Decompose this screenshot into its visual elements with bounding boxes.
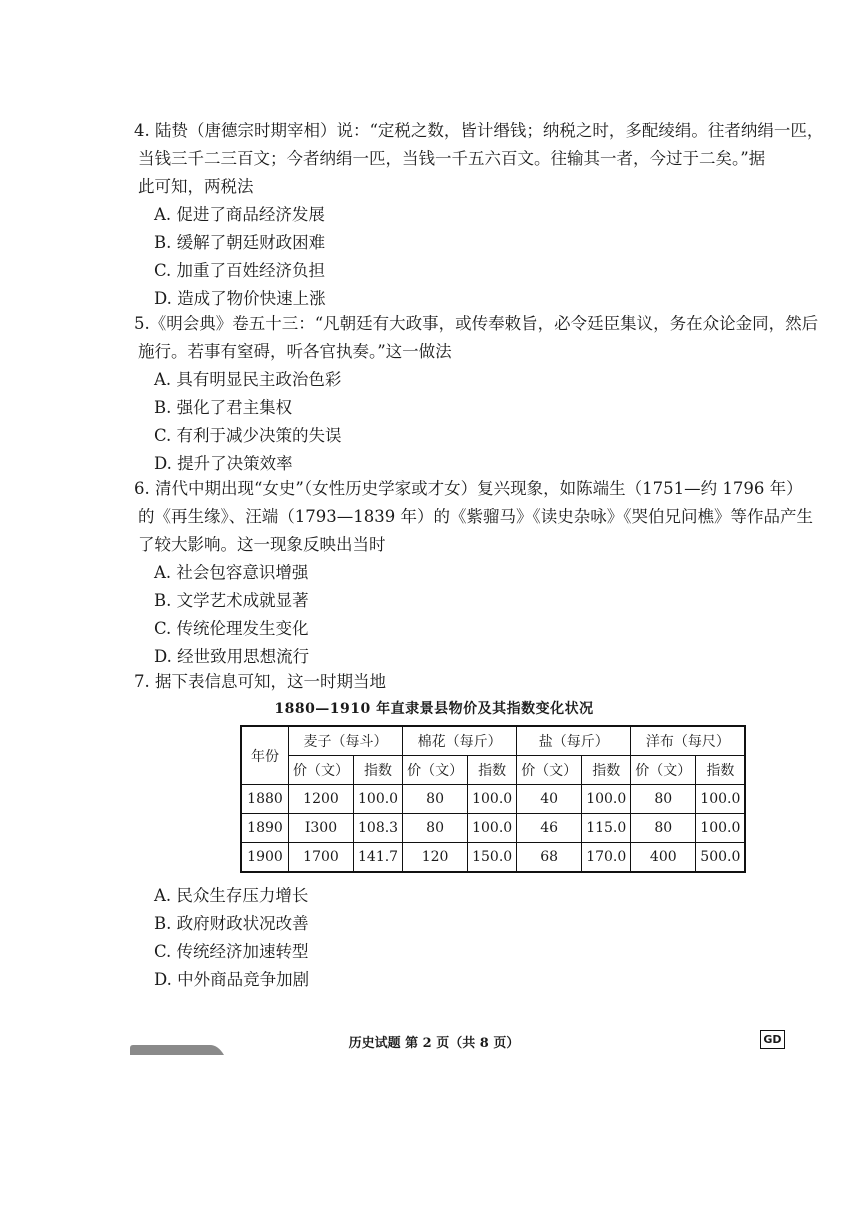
table-cell: 115.0 [582, 814, 631, 843]
option-d[interactable]: D. 中外商品竞争加剧 [154, 970, 310, 989]
option-a[interactable]: A. 具有明显民主政治色彩 [154, 370, 342, 389]
price-subheader: 价（文） [517, 756, 582, 785]
table-cell: 500.0 [696, 843, 746, 873]
table-subheader-row [241, 756, 745, 785]
question-stem-line: 当钱三千二三百文；今者纳绢一匹，当钱一千五六百文。往输其一者，今过于二矣。”据 [138, 149, 766, 168]
table-cell: 100.0 [354, 785, 403, 814]
price-subheader: 价（文） [631, 756, 696, 785]
option-c[interactable]: C. 有利于减少决策的失误 [154, 426, 342, 445]
table-cell: 150.0 [468, 843, 517, 873]
option-d[interactable]: D. 提升了决策效率 [154, 454, 293, 473]
index-subheader: 指数 [354, 756, 403, 785]
table-cell: 100.0 [468, 814, 517, 843]
table-cell: 108.3 [354, 814, 403, 843]
option-a[interactable]: A. 民众生存压力增长 [154, 886, 309, 905]
option-b[interactable]: B. 缓解了朝廷财政困难 [154, 233, 326, 252]
table-cell: 80 [631, 814, 696, 843]
option-b[interactable]: B. 文学艺术成就显著 [154, 591, 309, 610]
year-cell: 1880 [241, 785, 289, 814]
question-stem-line: 此可知，两税法 [138, 177, 254, 196]
option-b[interactable]: B. 政府财政状况改善 [154, 914, 309, 933]
question-stem-line: 7. 据下表信息可知，这一时期当地 [134, 672, 386, 691]
price-subheader: 价（文） [289, 756, 354, 785]
question-stem-line: 4. 陆贽（唐德宗时期宰相）说：“定税之数，皆计缗钱；纳税之时，多配绫绢。往者纳绢一匹， [134, 121, 824, 140]
option-a[interactable]: A. 社会包容意识增强 [154, 563, 309, 582]
table-cell: 100.0 [696, 785, 746, 814]
option-b[interactable]: B. 强化了君主集权 [154, 398, 293, 417]
table-cell: 1700 [289, 843, 354, 873]
index-subheader: 指数 [696, 756, 746, 785]
question-4 [134, 117, 824, 313]
table-cell: 100.0 [696, 814, 746, 843]
table-cell: 40 [517, 785, 582, 814]
question-6 [134, 475, 813, 671]
question-stem-line: 5.《明会典》卷五十三：“凡朝廷有大政事，或传奉敕旨，必令廷臣集议，务在众论金同，然后 [134, 314, 819, 333]
table-cell: I300 [289, 814, 354, 843]
table-cell: 80 [631, 785, 696, 814]
question-7 [134, 668, 788, 696]
table-cell: 400 [631, 843, 696, 873]
table-cell: 100.0 [468, 785, 517, 814]
year-header: 年份 [241, 726, 289, 785]
option-c[interactable]: C. 传统伦理发生变化 [154, 619, 309, 638]
table-header-row [241, 726, 745, 756]
index-subheader: 指数 [468, 756, 517, 785]
table-cell: 1200 [289, 785, 354, 814]
option-c[interactable]: C. 加重了百姓经济负担 [154, 261, 326, 280]
group-header-wheat: 麦子（每斗） [289, 726, 403, 756]
year-cell: 1890 [241, 814, 289, 843]
table-row [241, 843, 745, 873]
question-stem-line: 了较大影响。这一现象反映出当时 [138, 535, 386, 554]
table-title: 1880—1910 年直隶景县物价及其指数变化状况 [274, 701, 594, 717]
price-index-table [240, 725, 746, 873]
question-stem-line: 的《再生缘》、汪端（1793—1839 年）的《紫骝马》《读史杂咏》《哭伯兄问樵》等作品产生 [138, 507, 813, 526]
page-footer: 历史试题 第 2 页（共 8 页） [348, 1036, 520, 1051]
option-d[interactable]: D. 经世致用思想流行 [154, 647, 310, 666]
option-d[interactable]: D. 造成了物价快速上涨 [154, 289, 326, 308]
table-cell: 46 [517, 814, 582, 843]
group-header-cotton: 棉花（每斤） [403, 726, 517, 756]
gd-badge: GD [760, 1030, 785, 1049]
question-7-options [138, 882, 309, 994]
table-row [241, 785, 745, 814]
question-stem-line: 施行。若事有窒碍，听各官执奏。”这一做法 [138, 342, 452, 361]
year-cell: 1900 [241, 843, 289, 873]
index-subheader: 指数 [582, 756, 631, 785]
table-row [241, 814, 745, 843]
table-cell: 141.7 [354, 843, 403, 873]
table-cell: 100.0 [582, 785, 631, 814]
option-c[interactable]: C. 传统经济加速转型 [154, 942, 309, 961]
table-cell: 120 [403, 843, 468, 873]
table-cell: 80 [403, 814, 468, 843]
question-stem-line: 6. 清代中期出现“女史”（女性历史学家或才女）复兴现象，如陈端生（1751—约 1796 年） [134, 479, 803, 498]
group-header-salt: 盐（每斤） [517, 726, 631, 756]
table-cell: 68 [517, 843, 582, 873]
option-a[interactable]: A. 促进了商品经济发展 [154, 205, 325, 224]
group-header-cloth: 洋布（每尺） [631, 726, 746, 756]
price-subheader: 价（文） [403, 756, 468, 785]
table-cell: 170.0 [582, 843, 631, 873]
table-cell: 80 [403, 785, 468, 814]
question-5 [134, 310, 819, 478]
